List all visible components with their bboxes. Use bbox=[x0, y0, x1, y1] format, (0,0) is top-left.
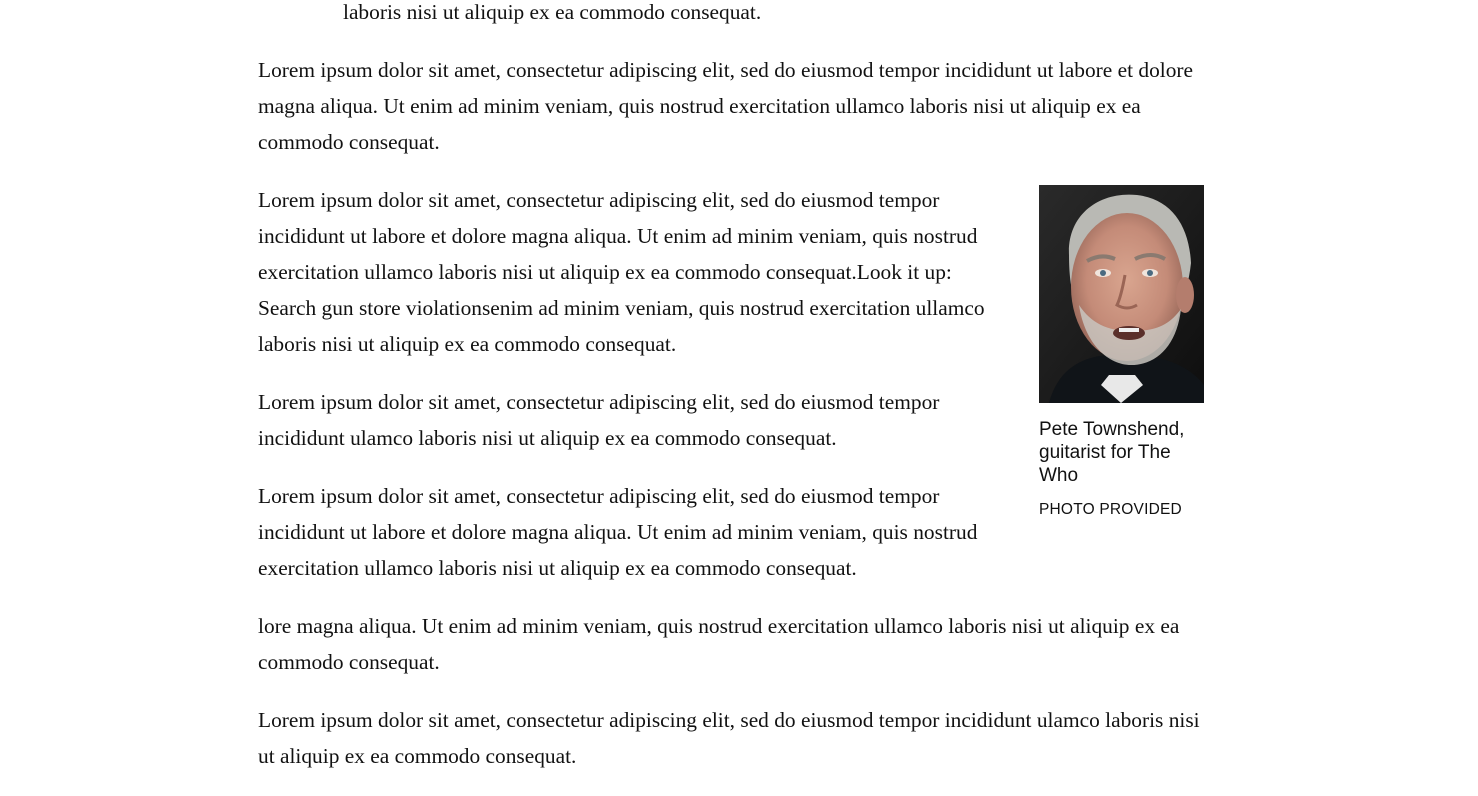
photo-figure bbox=[1039, 185, 1204, 520]
article-paragraph: Lorem ipsum dolor sit amet, consectetur adipiscing elit, sed do eiusmod tempor incididunt ut labore et dolore magna aliqua. Ut enim ad minim veniam, quis nostrud exercitation ullamco laboris nisi ut aliquip ex ea commodo consequat. bbox=[258, 58, 1194, 154]
portrait-photo[interactable] bbox=[1039, 185, 1204, 403]
article-paragraph: Lorem ipsum dolor sit amet, consectetur adipiscing elit, sed do eiusmod tempor incididunt ut labore et dolore magna aliqua. Ut enim ad minim veniam, quis nostrud exercitation ullamco laboris nisi ut aliquip ex ea commodo consequat. bbox=[258, 484, 978, 580]
article-paragraph: Lorem ipsum dolor sit amet, consectetur adipiscing elit, sed do eiusmod tempor incididunt ulamco laboris nisi ut aliquip ex ea commodo consequat. bbox=[258, 708, 1200, 768]
photo-credit: PHOTO PROVIDED bbox=[1039, 501, 1182, 518]
article-paragraph: Lorem ipsum dolor sit amet, consectetur adipiscing elit, sed do eiusmod tempor incididunt ulamco laboris nisi ut aliquip ex ea commodo consequat. bbox=[258, 390, 940, 450]
photo-caption: Pete Townshend, guitarist for The Who bbox=[1039, 419, 1185, 486]
article-paragraph: lore magna aliqua. Ut enim ad minim veniam, quis nostrud exercitation ullamco laboris nisi ut aliquip ex ea commodo consequat. bbox=[258, 614, 1180, 674]
article-body bbox=[258, 0, 1204, 796]
article-paragraph: Lorem ipsum dolor sit amet, consectetur adipiscing elit, sed do eiusmod tempor incididunt ut labore et dolore magna aliqua. Ut enim ad minim veniam, quis nostrud exercitation ullamco laboris nisi ut aliquip ex ea commodo consequat.Look it up: Search gun store violationsenim ad minim veniam, quis nostrud exercitation ullamco laboris nisi ut aliquip ex ea commodo consequat. bbox=[258, 188, 985, 356]
article-paragraph: laboris nisi ut aliquip ex ea commodo consequat. bbox=[343, 0, 762, 24]
